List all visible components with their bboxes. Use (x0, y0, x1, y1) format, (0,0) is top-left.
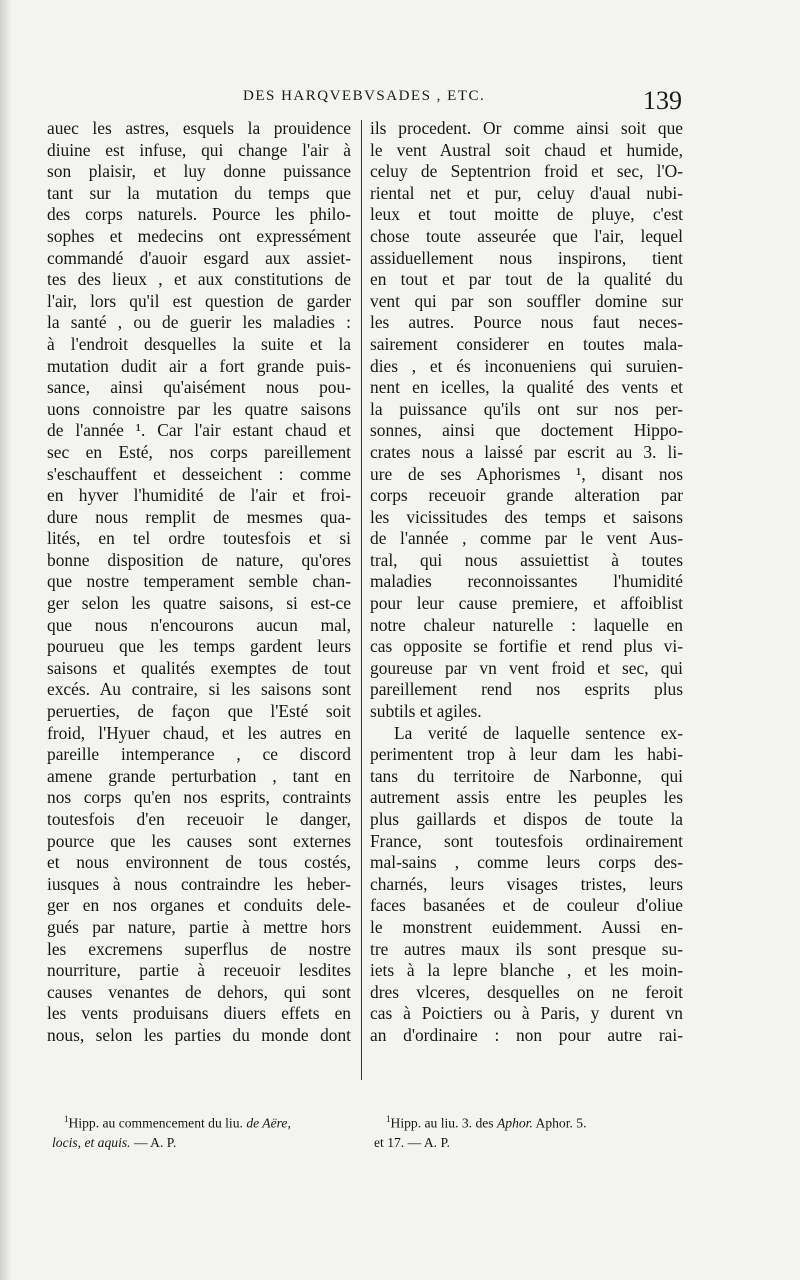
text-line: toutesfois d'en receuoir le danger, (47, 809, 351, 829)
text-line: nent en icelles, la qualité des vents et (370, 377, 683, 398)
text-line: ils procedent. Or comme ainsi soit que (370, 118, 683, 138)
text-line: France, sont toutesfois ordinairement (370, 830, 683, 851)
text-line: cas à Poictiers ou à Paris, y durent vn (370, 1003, 683, 1024)
text-line: les excremens superflus de nostre (47, 938, 351, 959)
text-line: sec en Esté, nos corps pareillement (47, 441, 351, 462)
text-line: l'air, lors qu'il est question de garder (47, 290, 351, 311)
text-line: sophes et medecins ont expressément (47, 225, 351, 246)
text-line: excés. Au contraire, si les saisons sont (47, 679, 351, 700)
text-line: dies , et és inconueniens qui suruien- (370, 355, 683, 376)
text-line: dure nous remplit de mesmes qua- (47, 506, 351, 527)
footnote-marker: 1 (386, 1114, 391, 1124)
text-line: dres vlceres, desquelles on ne feroit (370, 981, 683, 1002)
text-line: nous, selon les parties du monde dont (47, 1024, 351, 1045)
footnote-text: et 17. — A. P. (374, 1134, 450, 1150)
text-line: corps receuoir grande alteration par (370, 485, 683, 506)
text-line: gués par nature, partie à mettre hors (47, 916, 351, 937)
running-title: DES HARQVEBVSADES , ETC. (243, 88, 486, 104)
text-line: faces basanées et de couleur d'oliue (370, 895, 683, 916)
footnote-text: Hipp. au commencement du liu. (68, 1115, 247, 1131)
right-text-column (370, 118, 683, 1047)
text-line: tans du territoire de Narbonne, qui (370, 765, 683, 786)
text-line: nourriture, partie à receuoir lesdites (47, 960, 351, 981)
text-line: mutation dudit air a fort grande puis- (47, 355, 351, 376)
footnote-marker: 1 (64, 1114, 69, 1124)
text-line: chose toute asseurée que l'air, lequel (370, 225, 683, 246)
text-line: de l'année , comme par le vent Aus- (370, 528, 683, 549)
footnote-left (52, 1110, 352, 1152)
text-line: en hyver l'humidité de l'air et froi- (47, 485, 351, 506)
footnote-italic: locis, et aquis. (52, 1134, 131, 1150)
text-line: tant sur la mutation du temps que (47, 182, 351, 203)
column-divider (361, 120, 362, 1080)
text-line: la puissance qu'ils ont sur nos per- (370, 398, 683, 419)
text-line: celuy de Septentrion froid et sec, l'O- (370, 161, 683, 182)
running-head (0, 86, 800, 118)
text-line: notre chaleur naturelle : laquelle en (370, 614, 683, 635)
text-line: auec les astres, esquels la prouidence (47, 118, 351, 138)
text-line: de l'année ¹. Car l'air estant chaud et (47, 420, 351, 441)
text-line: perimentent trop à leur dam les habi- (370, 744, 683, 765)
text-line: vent qui par son souffler domine sur (370, 290, 683, 311)
text-line: froid, l'Hyuer chaud, et les autres en (47, 722, 351, 743)
text-line: leux et tout moitte de pluye, c'est (370, 204, 683, 225)
page-edge (0, 0, 12, 1280)
footnote-italic: Aphor. (496, 1115, 533, 1131)
text-line: assiduellement nous inspirons, tient (370, 247, 683, 268)
text-line: an d'ordinaire : non pour autre rai- (370, 1024, 683, 1045)
text-line: subtils et agiles. (370, 701, 482, 722)
text-line: ger selon les quatre saisons, si est-ce (47, 593, 351, 614)
footnote-left-line-1 (52, 1110, 352, 1133)
text-line: crates nous a laissé par escrit au 3. li- (370, 441, 683, 462)
text-line: La verité de laquelle sentence ex- (394, 722, 683, 743)
footnote-right-line-2 (374, 1133, 679, 1152)
footnote-text: Hipp. au liu. 3. des (390, 1115, 497, 1131)
left-text-column (47, 118, 351, 1047)
text-line: nos corps qu'en nos esprits, contraints (47, 787, 351, 808)
text-line: en tout et par tout de la qualité du (370, 269, 683, 290)
text-line: sairement considerer en toutes mala- (370, 333, 683, 354)
text-line: tral, qui nous assuiettist à toutes (370, 549, 683, 570)
text-line: que nous n'encourons aucun mal, (47, 614, 351, 635)
footnote-italic: de Aëre, (246, 1115, 291, 1131)
text-line: mal-sains , comme leurs corps des- (370, 852, 683, 873)
text-line: s'eschauffent et desseichent : comme (47, 463, 351, 484)
footnote-text: — A. P. (130, 1134, 177, 1150)
text-line: peruerties, de façon que l'Esté soit (47, 701, 351, 722)
text-line: ure de ses Aphorismes ¹, disant nos (370, 463, 683, 484)
text-line: les autres. Pource nous faut neces- (370, 312, 683, 333)
text-line: riental net et pur, celuy d'aual nubi- (370, 182, 683, 203)
text-line: lités, en tel ordre toutesfois et si (47, 528, 351, 549)
text-line: autrement assis entre les peuples les (370, 787, 683, 808)
text-line: goureuse par vn vent froid et sec, qui (370, 657, 683, 678)
text-line: charnés, leurs visages tristes, leurs (370, 873, 683, 894)
text-line: plus gaillards et dispos de toute la (370, 809, 683, 829)
text-line: pareillement rend nos esprits plus (370, 679, 683, 700)
text-line: sonnes, ainsi que doctement Hippo- (370, 420, 683, 441)
text-line: uons connoistre par les quatre saisons (47, 398, 351, 419)
text-line: iusques à nous contraindre les heber- (47, 873, 351, 894)
text-line: et nous environnent de tous costés, (47, 852, 351, 873)
text-line: pareille intemperance , ce discord (47, 744, 351, 765)
text-line: pour leur cause premiere, et affoiblist (370, 593, 683, 614)
footnote-left-line-2 (52, 1133, 352, 1152)
text-line: cas opposite se fortifie et rend plus vi- (370, 636, 683, 657)
text-line: le monstrent euidemment. Aussi en- (370, 916, 683, 937)
text-line: le vent Austral soit chaud et humide, (370, 139, 683, 160)
text-line: tes des lieux , et aux constitutions de (47, 269, 351, 290)
text-line: commandé d'auoir esgard aux assiet- (47, 247, 351, 268)
footnote-right (374, 1110, 679, 1152)
text-line: diuine est infuse, qui change l'air à (47, 139, 351, 160)
text-line: les vents produisans diuers effets en (47, 1003, 351, 1024)
page-number: 139 (643, 86, 682, 115)
text-line: à l'endroit desquelles la suite et la (47, 333, 351, 354)
text-line: sance, ainsi qu'aisément nous pou- (47, 377, 351, 398)
text-line: la santé , ou de guerir les maladies : (47, 312, 351, 333)
text-line: son plaisir, et luy donne puissance (47, 161, 351, 182)
text-line: pourueu que les temps gardent leurs (47, 636, 351, 657)
text-line: ger en nos organes et conduits dele- (47, 895, 351, 916)
text-line: pource que les causes sont externes (47, 830, 351, 851)
text-line: tre autres maux ils sont presque su- (370, 938, 683, 959)
footnote-right-line-1 (374, 1110, 679, 1133)
text-line: iets à la lepre blanche , et les moin- (370, 960, 683, 981)
text-line: des corps naturels. Pource les philo- (47, 204, 351, 225)
text-line: saisons et qualités exemptes de tout (47, 657, 351, 678)
text-line: causes venantes de dehors, qui sont (47, 981, 351, 1002)
text-line: bonne disposition de nature, qu'ores (47, 549, 351, 570)
text-line: que nostre temperament semble chan- (47, 571, 351, 592)
footnote-text: Aphor. 5. (532, 1115, 587, 1131)
text-line: les vicissitudes des temps et saisons (370, 506, 683, 527)
text-line: amene grande perturbation , tant en (47, 765, 351, 786)
text-line: maladies reconnoissantes l'humidité (370, 571, 683, 592)
